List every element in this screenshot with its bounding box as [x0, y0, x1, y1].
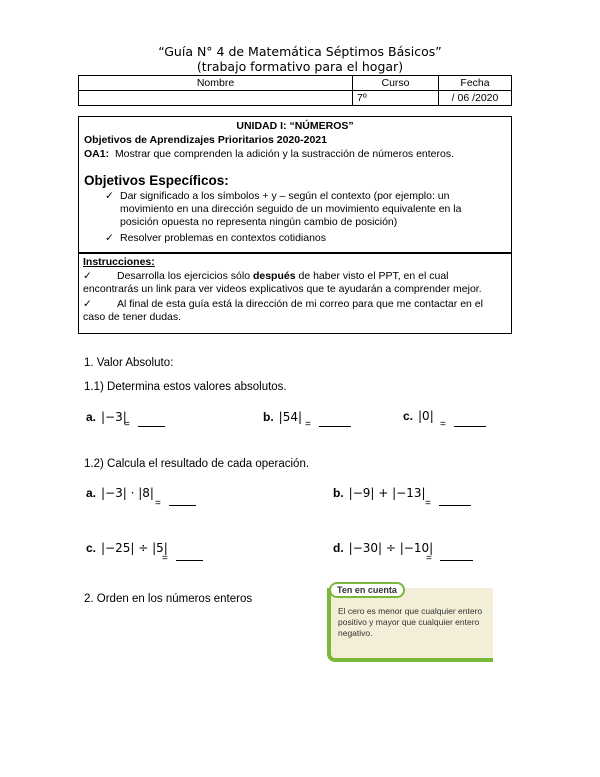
section-2-title: 2. Orden en los números enteros	[84, 593, 253, 605]
instructions-heading: Instrucciones:	[83, 256, 155, 268]
check-icon: ✓	[83, 270, 92, 282]
exercise-1-2-a: a. |−3| · |8|	[86, 486, 154, 500]
instructions-box	[78, 252, 512, 334]
objectives-heading: Objetivos de Aprendizajes Prioritarios 2020-2021	[84, 134, 327, 146]
course-field[interactable]: 7º	[353, 91, 439, 106]
exercise-1-1-c: c. |0|	[403, 409, 434, 423]
answer-1-2-a[interactable]: =	[155, 495, 196, 509]
name-field[interactable]	[79, 91, 353, 106]
student-info-table	[78, 75, 512, 106]
exercise-1-1-a: a. |−3|	[86, 410, 127, 424]
tip-text: El cero es menor que cualquier entero positivo y mayor que cualquier entero negativo.	[338, 606, 483, 638]
instruction-item	[83, 298, 503, 324]
oa1-text: Mostrar que comprenden la adición y la sustracción de números enteros.	[114, 148, 455, 160]
doc-subtitle: (trabajo formativo para el hogar)	[196, 59, 404, 74]
instruction-text: de haber visto el PPT, en el cual encontrarás un link para ver videos explicativos que te ayudarán a comprender mejor.	[83, 270, 482, 295]
tip-box	[327, 585, 493, 662]
check-icon: ✓	[105, 190, 114, 202]
specific-item-text: Resolver problemas en contextos cotidianos	[120, 232, 327, 244]
name-header: Nombre	[79, 76, 353, 91]
objectives-box	[78, 116, 512, 254]
instruction-text: Al final de esta guía está la dirección de mi correo para que me contactar en el caso de tener dudas.	[83, 298, 483, 323]
answer-1-2-c[interactable]: =	[162, 550, 203, 564]
specific-item-text: Dar significado a los símbolos + y – según el contexto (por ejemplo: un movimiento en una dirección seguido de un movimiento equivalente en la posición opuesta no representa ningún cambio de posición)	[120, 190, 462, 228]
course-header: Curso	[353, 76, 439, 91]
check-icon: ✓	[83, 298, 92, 310]
answer-1-1-c[interactable]: =	[440, 416, 486, 430]
specific-item	[105, 190, 501, 229]
answer-1-1-b[interactable]: =	[305, 416, 351, 430]
exercise-1-1-b: b. |54|	[263, 410, 303, 424]
answer-1-2-b[interactable]: =	[425, 495, 471, 509]
exercise-1-2-c: c. |−25| ÷ |5|	[86, 541, 168, 555]
section-1-2-title: 1.2) Calcula el resultado de cada operación.	[84, 458, 310, 470]
check-icon: ✓	[105, 232, 114, 244]
exercise-1-2-d: d. |−30| ÷ |−10|	[333, 541, 434, 555]
oa1-label: OA1:	[84, 148, 110, 160]
instruction-text: Desarrolla los ejercicios sólo	[117, 270, 253, 282]
section-1-1-title: 1.1) Determina estos valores absolutos.	[84, 381, 287, 393]
tip-label: Ten en cuenta	[329, 582, 405, 598]
exercise-1-2-b: b. |−9| + |−13|	[333, 486, 426, 500]
instruction-emphasis: después	[252, 270, 296, 282]
oa1-line	[84, 148, 511, 161]
instruction-item	[83, 270, 503, 296]
specific-heading: Objetivos Específicos:	[84, 173, 229, 188]
answer-1-1-a[interactable]: =	[124, 416, 165, 430]
unit-title: UNIDAD I: “NÚMEROS”	[236, 120, 354, 132]
date-header: Fecha	[439, 76, 512, 91]
answer-1-2-d[interactable]: =	[426, 550, 473, 564]
date-field[interactable]: / 06 /2020	[439, 91, 512, 106]
section-1-title: 1. Valor Absoluto:	[84, 357, 174, 369]
specific-item	[105, 232, 501, 245]
doc-title: “Guía N° 4 de Matemática Séptimos Básicos”	[158, 44, 442, 59]
